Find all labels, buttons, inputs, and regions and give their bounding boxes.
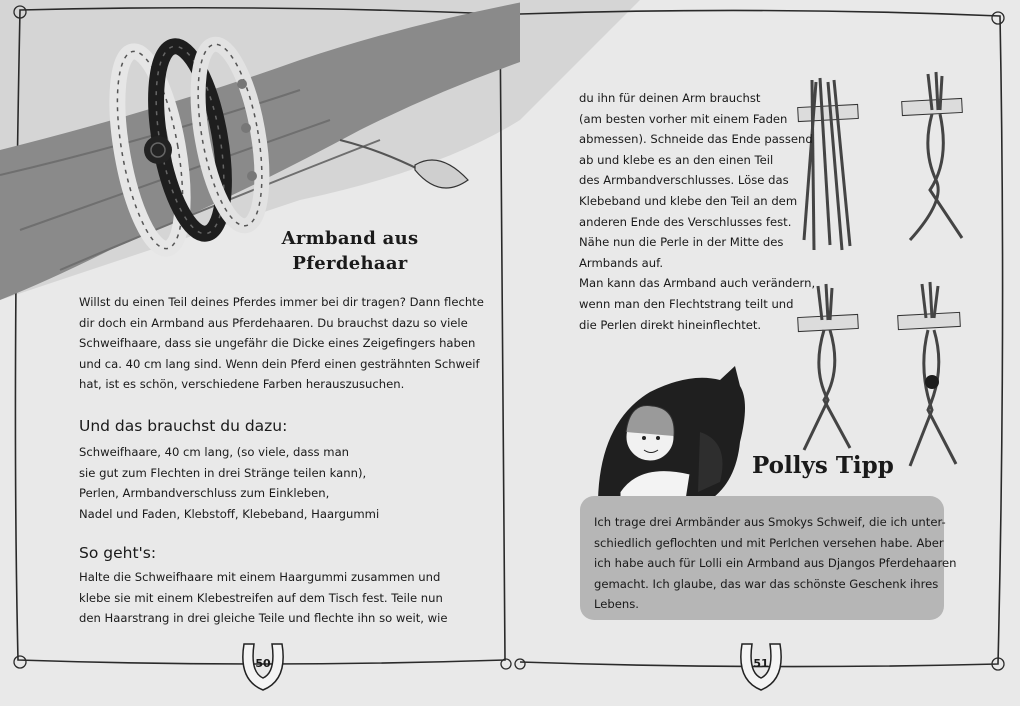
text-line: Nadel und Faden, Klebstoff, Klebeband, Haargummi <box>79 506 380 521</box>
intro-paragraph <box>79 292 484 395</box>
text-line: Willst du einen Teil deines Pferdes immer bei dir tragen? Dann flechte <box>79 295 484 309</box>
page-number-left: 50 <box>255 657 271 670</box>
text-line: hat, ist es schön, verschiedene Farben herauszusuchen. <box>79 377 405 392</box>
text-line: die Perlen direkt hineinflechtet. <box>579 317 762 332</box>
text-line: schiedlich geflochten und mit Perlchen versehen habe. Aber <box>594 535 944 550</box>
steps-paragraph <box>79 567 459 629</box>
text-line: Armbands auf. <box>579 255 664 270</box>
text-line: Schweifhaare, dass sie ungefähr die Dicke eines Zeigefingers haben <box>79 336 476 351</box>
text-line: dir doch ein Armband aus Pferdehaaren. Du brauchst dazu so viele <box>79 315 468 330</box>
tipp-text <box>594 512 957 615</box>
text-line: Man kann das Armband auch verändern, <box>579 276 816 291</box>
materials-list <box>79 442 459 524</box>
text-line: wenn man den Flechtstrang teilt und <box>579 296 794 311</box>
text-line: Perlen, Armbandverschluss zum Einkleben, <box>79 486 330 501</box>
text-line: du ihn für deinen Arm brauchst <box>579 91 761 105</box>
tipp-title: Pollys Tipp <box>752 452 894 479</box>
braiding-steps-diagram <box>790 70 980 480</box>
text-line: des Armbandverschlusses. Löse das <box>579 173 789 188</box>
text-line: Halte die Schweifhaare mit einem Haargummi zusammen und <box>79 570 441 584</box>
text-line: Nähe nun die Perle in der Mitte des <box>579 235 784 250</box>
text-line: Lebens. <box>594 597 639 612</box>
text-line: ich habe auch für Lolli ein Armband aus Djangos Pferdehaaren <box>594 556 957 571</box>
text-line: klebe sie mit einem Klebestreifen auf dem Tisch fest. Teile nun <box>79 590 443 605</box>
page-number-right: 51 <box>753 657 769 670</box>
text-line: den Haarstrang in drei gleiche Teile und flechte ihn so weit, wie <box>79 611 448 626</box>
page-title: Armband aus Pferdehaar <box>281 228 419 274</box>
text-line: ab und klebe es an den einen Teil <box>579 152 774 167</box>
text-line: gemacht. Ich glaube, das war das schönste Geschenk ihres <box>594 576 939 591</box>
text-line: anderen Ende des Verschlusses fest. <box>579 214 792 229</box>
girl-hugging-horse-icon <box>590 362 760 502</box>
text-line: sie gut zum Flechten in drei Stränge teilen kann), <box>79 465 367 480</box>
text-line: und ca. 40 cm lang sind. Wenn dein Pferd einen gesträhnten Schweif <box>79 356 480 371</box>
text-line: (am besten vorher mit einem Faden <box>579 111 788 126</box>
text-line: Ich trage drei Armbänder aus Smokys Schweif, die ich unter- <box>594 515 946 529</box>
text-line: Schweifhaare, 40 cm lang, (so viele, dass man <box>79 445 350 459</box>
text-line: abmessen). Schneide das Ende passend <box>579 132 813 147</box>
text-line: Klebeband und klebe den Teil an dem <box>579 193 798 208</box>
materials-heading: Und das brauchst du dazu: <box>79 417 288 435</box>
branch-with-bracelets-icon <box>0 0 520 330</box>
steps-heading: So geht's: <box>79 544 157 562</box>
continued-paragraph <box>579 88 816 335</box>
